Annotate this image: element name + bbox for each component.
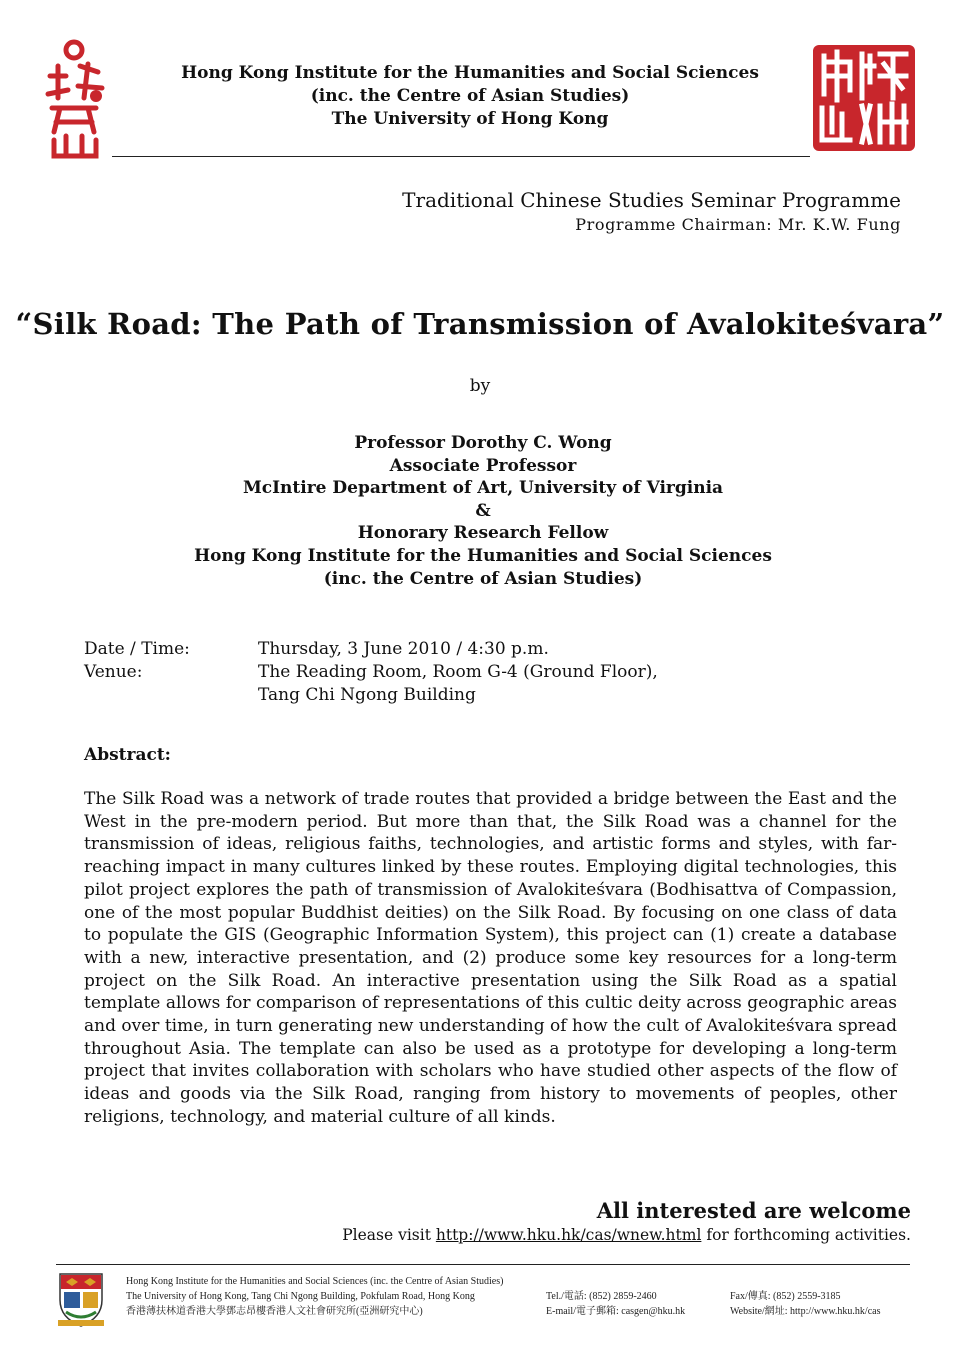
footer-rule [56, 1264, 910, 1265]
header-line-2: (inc. the Centre of Asian Studies) [310, 86, 630, 106]
institute-header [130, 62, 810, 131]
venue-value-line-1: The Reading Room, Room G-4 (Ground Floor), [258, 662, 658, 682]
welcome-note: All interested are welcome [596, 1198, 911, 1223]
speaker-block [0, 432, 960, 590]
by-label: by [469, 376, 491, 396]
speaker-honorary-centre: (inc. the Centre of Asian Studies) [323, 568, 643, 589]
programme-info [402, 186, 901, 236]
footer-website: Website/網址: http://www.hku.hk/cas [730, 1306, 881, 1317]
programme-title: Traditional Chinese Studies Seminar Programme [402, 188, 901, 212]
date-value: Thursday, 3 June 2010 / 4:30 p.m. [258, 639, 549, 659]
right-seal-stamp [810, 42, 918, 154]
seminar-title: “Silk Road: The Path of Transmission of Avalokiteśvara” [15, 307, 945, 341]
visit-note [342, 1226, 911, 1244]
programme-chairman: Programme Chairman: Mr. K.W. Fung [575, 215, 901, 234]
venue-label: Venue: [84, 662, 143, 682]
abstract-heading: Abstract: [84, 745, 171, 765]
footer-address: The University of Hong Kong, Tang Chi Ngong Building, Pokfulam Road, Hong Kong [126, 1291, 475, 1302]
visit-prefix: Please visit [342, 1226, 436, 1244]
footer-fax: Fax/傳真: (852) 2559-3185 [730, 1291, 841, 1302]
speaker-affiliation: McIntire Department of Art, University of Virginia [242, 478, 724, 499]
venue-value-line-2: Tang Chi Ngong Building [258, 685, 476, 705]
visit-suffix: for forthcoming activities. [701, 1226, 911, 1244]
footer-telephone: Tel./電話: (852) 2859-2460 [546, 1291, 657, 1302]
footer-institute-name: Hong Kong Institute for the Humanities and Social Sciences (inc. the Centre of Asian Studies) [126, 1276, 504, 1287]
header-line-1: Hong Kong Institute for the Humanities and Social Sciences [181, 63, 759, 83]
activities-link[interactable]: http://www.hku.hk/cas/wnew.html [435, 1226, 702, 1244]
footer-chinese-address: 香港薄扶林道香港大學鄧志昂樓香港人文社會研究所(亞洲研究中心) [126, 1306, 423, 1317]
abstract-text: The Silk Road was a network of trade routes that provided a bridge between the East and the West in the pre-modern period. But more than that, the Silk Road was a channel for the transmission of ideas, religious faiths, technologies, and artistic forms and styles, with far-reaching impact in many cultures linked by these routes. Employing digital technologies, this pilot project explores the path of transmission of Avalokiteśvara (Bodhisattva of Compassion, one of the most popular Buddhist deities) on the Silk Road. By focusing on one class of data to populate the GIS (Geographic Information System), this project can (1) create a database with a new, interactive presentation, and (2) produce some key resources for a long-term project on the Silk Road. An interactive presentation using the Silk Road as a spatial template allows for comparison of representations of this cultic deity across geographic areas and over time, in turn generating new understanding of how the cult of Avalokiteśvara spread throughout Asia. The template can also be used as a prototype for developing a long-term project that invites collaboration with scholars who have studied other aspects of the flow of ideas and goods via the Silk Road, ranging from history to movements of peoples, other religions, technology, and material culture of all kinds. [84, 789, 897, 1127]
hku-crest-logo [56, 1270, 106, 1328]
speaker-name: Professor Dorothy C. Wong [354, 433, 612, 453]
event-details [84, 638, 658, 707]
speaker-honorary-title: Honorary Research Fellow [357, 523, 609, 544]
speaker-ampersand: & [475, 500, 491, 521]
header-rule [112, 156, 810, 157]
left-seal-stamp [40, 36, 108, 162]
header-line-3: The University of Hong Kong [331, 109, 609, 129]
date-label: Date / Time: [84, 639, 190, 659]
footer-email: E-mail/電子郵箱: casgen@hku.hk [546, 1306, 686, 1317]
speaker-position: Associate Professor [389, 455, 577, 476]
speaker-honorary-institute: Hong Kong Institute for the Humanities and Social Sciences [194, 545, 772, 566]
